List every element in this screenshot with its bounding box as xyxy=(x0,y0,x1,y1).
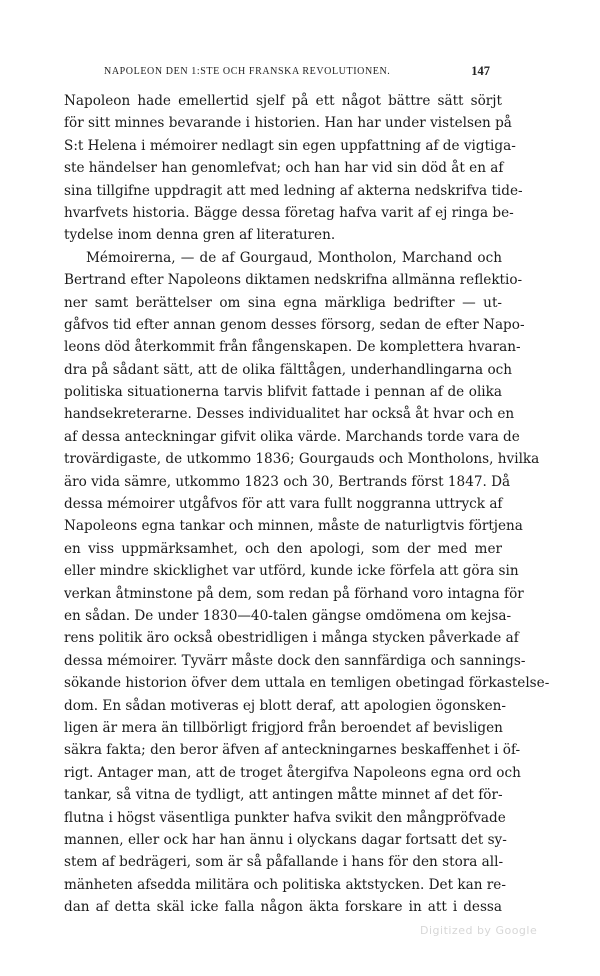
digitization-watermark: Digitized by Google xyxy=(420,924,538,937)
text-line: sina tillgifne uppdragit att med ledning af akterna nedskrifva tide- xyxy=(64,182,523,199)
text-line: trovärdigaste, de utkommo 1836; Gourgauds och Montholons, hvilka xyxy=(64,451,540,468)
text-line: dom. En sådan motiveras ej blott deraf, att apologien ögonsken- xyxy=(64,697,506,714)
text-line: af dessa anteckningar gifvit olika värde. Marchands torde vara de xyxy=(64,428,520,445)
text-line: S:t Helena i mémoirer nedlagt sin egen uppfattning af de vigtiga- xyxy=(64,137,516,154)
text-line: dessa mémoirer. Tyvärr måste dock den sannfärdiga och sannings- xyxy=(64,652,526,669)
text-line: Napoleons egna tankar och minnen, måste de naturligtvis förtjena xyxy=(64,518,523,535)
text-line: tydelse inom denna gren af literaturen. xyxy=(64,227,336,244)
body-text xyxy=(64,90,550,918)
text-line: en viss uppmärksamhet, och den apologi, som der med mer xyxy=(64,540,502,557)
text-line: sökande historion öfver dem uttala en temligen obetingad förkastelse- xyxy=(64,675,550,692)
text-line: mannen, eller ock har han ännu i olyckans dagar fortsatt det sy- xyxy=(64,831,507,848)
running-head xyxy=(104,66,490,82)
text-line: en sådan. De under 1830—40-talen gängse omdömena om kejsa- xyxy=(64,607,512,624)
text-line: flutna i högst väsentliga punkter hafva svikit den mångpröfvade xyxy=(64,809,506,826)
text-line: tankar, så vitna de tydligt, att antingen måtte minnet af det för- xyxy=(64,787,503,804)
text-line: Bertrand efter Napoleons diktamen nedskrifna allmänna reflektio- xyxy=(64,272,523,289)
text-line: ligen är mera än tillbörligt frigjord från beroendet af bevisligen xyxy=(64,719,503,736)
text-line: gåfvos tid efter annan genom desses försorg, sedan de efter Napo- xyxy=(64,316,525,333)
text-line: äro vida sämre, utkommo 1823 och 30, Bertrands först 1847. Då xyxy=(64,473,511,490)
text-line: ner samt berättelser om sina egna märkliga bedrifter — ut- xyxy=(64,294,502,311)
text-line: dan af detta skäl icke falla någon äkta forskare in att i dessa xyxy=(64,899,502,916)
text-line: handsekreterarne. Desses individualitet har också åt hvar och en xyxy=(64,406,515,423)
text-line: eller mindre skicklighet var utförd, kunde icke förfela att göra sin xyxy=(64,563,519,580)
text-line: rens politik äro också obestridligen i många stycken påverkade af xyxy=(64,630,519,647)
page-number: 147 xyxy=(471,64,490,78)
text-line: stem af bedrägeri, som är så påfallande i hans för den stora all- xyxy=(64,854,504,871)
text-line: Mémoirerna, — de af Gourgaud, Montholon, Marchand och xyxy=(86,249,502,266)
running-title: NAPOLEON DEN 1:STE OCH FRANSKA REVOLUTIONEN. xyxy=(104,66,391,77)
text-line: dra på sådant sätt, att de olika fälttågen, underhandlingarna och xyxy=(64,361,513,378)
text-line: mänheten afsedda militära och politiska aktstycken. Det kan re- xyxy=(64,876,506,893)
text-line: politiska situationerna tarvis blifvit fattade i pennan af de olika xyxy=(64,384,502,401)
text-line: säkra fakta; den beror äfven af anteckningarnes beskaffenhet i öf- xyxy=(64,742,521,759)
text-line: hvarfvets historia. Bägge dessa företag hafva varit af ej ringa be- xyxy=(64,204,514,221)
text-line: rigt. Antager man, att de troget återgifva Napoleons egna ord och xyxy=(64,764,521,781)
text-line: dessa mémoirer utgåfvos för att vara fullt noggranna uttryck af xyxy=(64,496,503,513)
text-line: verkan åtminstone på dem, som redan på förhand voro intagna för xyxy=(64,585,524,602)
text-line: ste händelser han genomlefvat; och han har vid sin död åt en af xyxy=(64,160,504,177)
text-line: leons död återkommit från fångenskapen. De kompletterа hvaran- xyxy=(64,339,521,356)
text-line: Napoleon hade emellertid sjelf på ett något bättre sätt sörjt xyxy=(64,93,502,109)
text-line: för sitt minnes bevarande i historien. Han har under vistelsen på xyxy=(64,115,512,132)
